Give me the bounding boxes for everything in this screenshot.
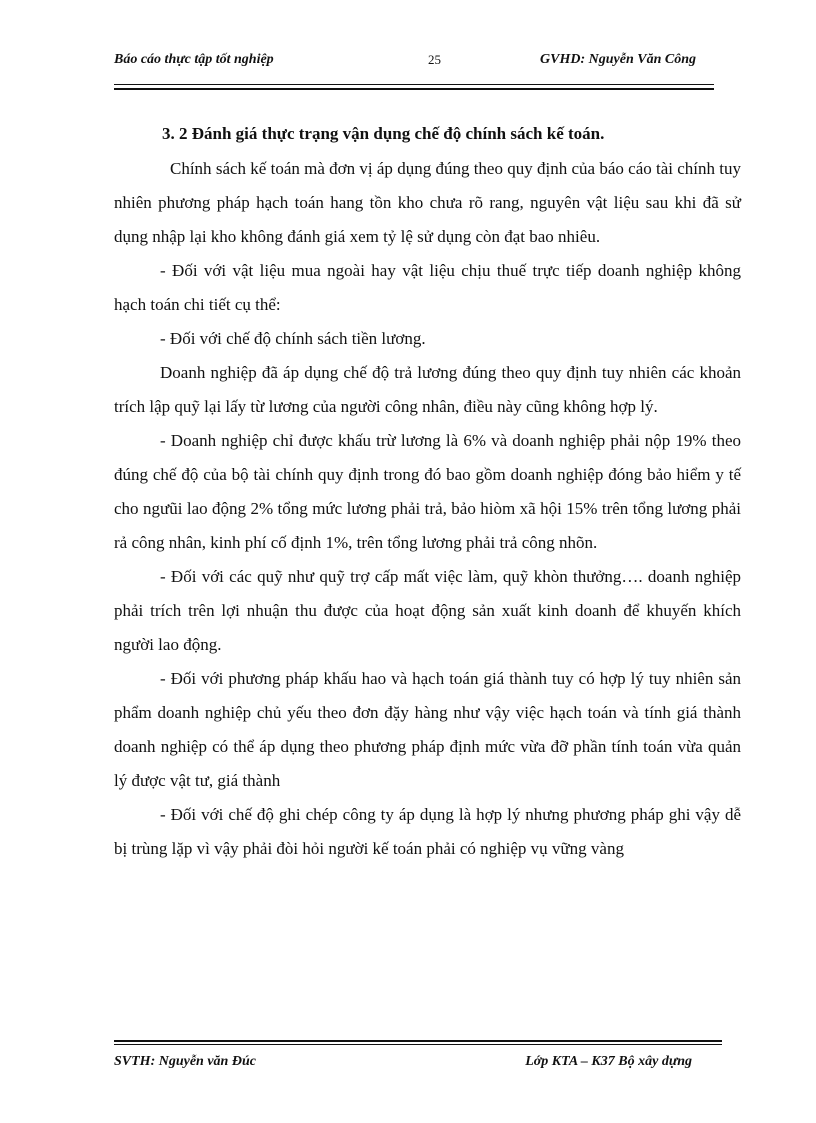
header-supervisor: GVHD: Nguyễn Văn Công [540, 52, 696, 67]
paragraph: Chính sách kế toán mà đơn vị áp dụng đúng theo quy định của báo cáo tài chính tuy nhiên phương pháp hạch toán hang tồn kho chưa rõ rang, nguyên vật liệu sau khi đã sử dụng nhập lại kho không đánh giá xem tỷ lệ sử dụng còn đạt bao nhiêu. [114, 159, 741, 246]
header-report-title: Báo cáo thực tập tốt nghiệp [114, 52, 274, 67]
paragraph: - Đối với vật liệu mua ngoài hay vật liệu chịu thuế trực tiếp doanh nghiệp không hạch toán chi tiết cụ thể: [114, 261, 741, 314]
main-content [114, 122, 741, 866]
paragraph: - Đối với các quỹ như quỹ trợ cấp mất việc làm, quỹ khòn thưởng…. doanh nghiệp phải trích trên lợi nhuận thu được của hoạt động sản xuất kinh doanh để khuyến khích người lao động. [114, 567, 741, 654]
footer-class: Lớp KTA – K37 Bộ xây dựng [525, 1054, 692, 1069]
paragraph: Doanh nghiệp đã áp dụng chế độ trả lương đúng theo quy định tuy nhiên các khoản trích lập quỹ lại lấy từ lương của người công nhân, điều này cũng không hợp lý. [114, 363, 741, 416]
footer-rule-top [114, 1040, 722, 1042]
paragraph: - Đối với phương pháp khấu hao và hạch toán giá thành tuy có hợp lý tuy nhiên sản phẩm doanh nghiệp chủ yếu theo đơn đặy hàng như vậy việc hạch toán và tính giá thành doanh nghiệp có thể áp dụng theo phương pháp định mức vừa đỡ phần tính toán vừa quản lý được vật tư, giá thành [114, 669, 741, 790]
section-heading: 3. 2 Đánh giá thực trạng vận dụng chế độ chính sách kế toán. [162, 124, 605, 143]
page-footer [114, 1054, 714, 1074]
page-header [114, 52, 714, 72]
footer-rule-bottom [114, 1044, 722, 1045]
header-rule-bottom [114, 88, 714, 90]
paragraph: - Doanh nghiệp chỉ được khấu trừ lương là 6% và doanh nghiệp phải nộp 19% theo đúng chế độ của bộ tài chính quy định trong đó bao gồm doanh nghiệp đóng bảo hiểm y tế cho ngưũi lao động 2% tổng mức lương phải trả, bảo hiòm xã hội 15% trên tổng lương phải rả công nhân, kinh phí cố định 1%, trên tổng lương phải trả công nhõn. [114, 431, 741, 552]
footer-student: SVTH: Nguyễn văn Đúc [114, 1054, 256, 1069]
page-number: 25 [428, 52, 441, 67]
paragraph: - Đối với chế độ ghi chép công ty áp dụng là hợp lý nhưng phương pháp ghi vậy dễ bị trùng lặp vì vậy phải đòi hỏi người kế toán phải có nghiệp vụ vững vàng [114, 805, 741, 858]
paragraph: - Đối với chế độ chính sách tiền lương. [160, 329, 426, 348]
header-rule-top [114, 84, 714, 85]
